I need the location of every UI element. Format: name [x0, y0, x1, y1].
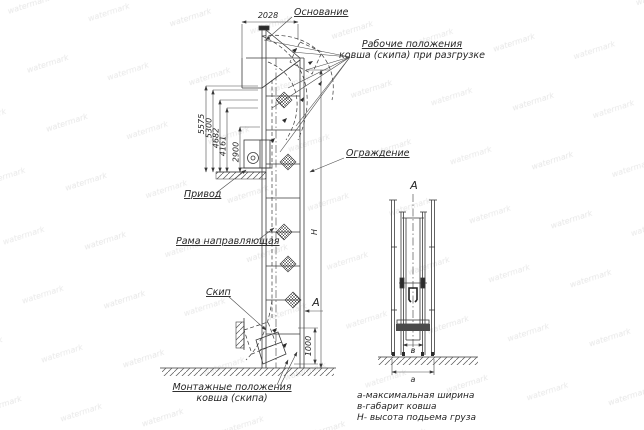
ground-main — [160, 368, 336, 376]
dim-a-label: а — [410, 375, 416, 384]
label-mounting-positions-2: ковша (скипа) — [196, 393, 268, 404]
dim-h2: 5300 — [204, 117, 214, 139]
dim-h3: 4682 — [211, 127, 221, 149]
dim-1000: 1000 — [304, 335, 313, 357]
dim-h4: 4161 — [218, 135, 228, 157]
dim-b-label: в — [410, 346, 416, 355]
dim-2028: 2028 — [257, 11, 279, 20]
label-guard: Ограждение — [346, 148, 410, 159]
legend-line-2: в-габарит ковша — [357, 402, 437, 412]
section-letter: А — [312, 296, 320, 309]
label-drive: Привод — [184, 189, 222, 200]
ground-section — [378, 357, 478, 365]
legend-line-3: Н- высота подьема груза — [357, 413, 477, 423]
label-skip: Скип — [206, 287, 231, 298]
dim-H: H — [310, 228, 319, 236]
drive-foundation — [216, 172, 266, 179]
label-mounting-positions-1: Монтажные положения — [172, 382, 292, 393]
view-letter: А — [410, 179, 418, 192]
dim-h1: 5575 — [197, 113, 206, 135]
dim-h5: 2900 — [231, 141, 241, 163]
legend-line-1: а-максимальная ширина — [357, 391, 475, 401]
pit-wall — [236, 322, 244, 348]
label-working-positions-2: ковша (скипа) при разгрузке — [339, 50, 485, 61]
label-guide-frame: Рама направляющая — [176, 236, 280, 247]
label-base: Основание — [294, 7, 349, 18]
label-working-positions-1: Рабочие положения — [361, 39, 463, 50]
